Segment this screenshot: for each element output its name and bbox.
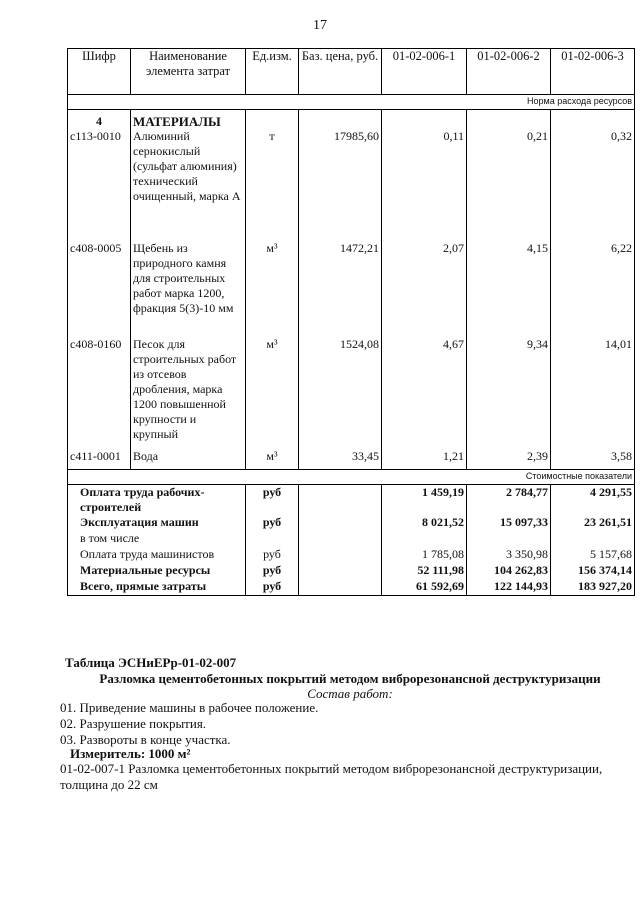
cost-v1: 1 785,08 bbox=[382, 547, 467, 563]
cell-code: с408-0005 bbox=[68, 241, 131, 337]
cost-v3: 4 291,55 bbox=[551, 485, 635, 516]
step-2: 02. Разрушение покрытия. bbox=[60, 716, 207, 731]
table-row bbox=[68, 485, 635, 516]
measure-unit: Измеритель: 1000 м² bbox=[70, 746, 191, 761]
step-1: 01. Приведение машины в рабочее положение. bbox=[60, 700, 319, 715]
cell-price: 1472,21 bbox=[299, 241, 382, 337]
cell-unit: м³ bbox=[246, 241, 299, 337]
resource-table bbox=[67, 48, 635, 596]
cell-code: с411-0001 bbox=[68, 449, 131, 470]
composition-title: Состав работ: bbox=[307, 686, 393, 701]
cost-v3: 156 374,14 bbox=[551, 563, 635, 579]
section-norms-label: Норма расхода ресурсов bbox=[68, 95, 635, 110]
cost-v1: 1 459,19 bbox=[382, 485, 467, 516]
item-description-line1: 01-02-007-1 Разломка цементобетонных покрытий методом виброрезонансной деструктуризации, bbox=[60, 761, 603, 776]
col-unit-header: Ед.изм. bbox=[246, 49, 299, 95]
cost-name: Всего, прямые затраты bbox=[68, 579, 246, 596]
step-3: 03. Развороты в конце участка. bbox=[60, 732, 231, 747]
cell-unit: м³ bbox=[246, 337, 299, 449]
table-row bbox=[68, 449, 635, 470]
cost-v3: 5 157,68 bbox=[551, 547, 635, 563]
cell-v2: 2,39 bbox=[467, 449, 551, 470]
table-subtitle: Разломка цементобетонных покрытий методом виброрезонансной деструктуризации bbox=[99, 671, 601, 686]
cost-unit: руб bbox=[246, 563, 299, 579]
cost-unit: руб bbox=[246, 485, 299, 516]
cell-v3: 3,58 bbox=[551, 449, 635, 470]
cost-v2: 104 262,83 bbox=[467, 563, 551, 579]
cost-v2: 122 144,93 bbox=[467, 579, 551, 596]
item-description-line2: толщина до 22 см bbox=[60, 777, 158, 792]
cell-price: 17985,60 bbox=[299, 129, 382, 241]
cell-price: 33,45 bbox=[299, 449, 382, 470]
cell-v1: 1,21 bbox=[382, 449, 467, 470]
cell-name: Песок для строительных работ из отсевов дробления, марка 1200 повышенной крупности и крупный bbox=[131, 337, 246, 449]
cell-v3: 6,22 bbox=[551, 241, 635, 337]
cell-v1: 0,11 bbox=[382, 129, 467, 241]
group-title: МАТЕРИАЛЫ bbox=[131, 110, 246, 130]
cell-code: с113-0010 bbox=[68, 129, 131, 241]
cell-name: Вода bbox=[131, 449, 246, 470]
cell-v3: 14,01 bbox=[551, 337, 635, 449]
col-code-header: Шифр bbox=[68, 49, 131, 95]
section-costs-row bbox=[68, 470, 635, 485]
table-row bbox=[68, 547, 635, 563]
cell-unit: т bbox=[246, 129, 299, 241]
page-number: 17 bbox=[313, 18, 327, 33]
cell-name: Алюминий сернокислый (сульфат алюминия) технический очищенный, марка А bbox=[131, 129, 246, 241]
cost-unit: руб bbox=[246, 515, 299, 531]
cost-name: Материальные ресурсы bbox=[68, 563, 246, 579]
table-row bbox=[68, 337, 635, 449]
table-row bbox=[68, 129, 635, 241]
table-row bbox=[68, 515, 635, 531]
cell-code: с408-0160 bbox=[68, 337, 131, 449]
col-name-header: Наименование элемента затрат bbox=[131, 49, 246, 95]
col-v1-header: 01-02-006-1 bbox=[382, 49, 467, 95]
cost-unit: руб bbox=[246, 579, 299, 596]
cost-name: Оплата труда машинистов bbox=[68, 547, 246, 563]
col-v2-header: 01-02-006-2 bbox=[467, 49, 551, 95]
cost-v1: 8 021,52 bbox=[382, 515, 467, 531]
cell-v1: 4,67 bbox=[382, 337, 467, 449]
cost-v2: 15 097,33 bbox=[467, 515, 551, 531]
cell-v3: 0,32 bbox=[551, 129, 635, 241]
cell-unit: м³ bbox=[246, 449, 299, 470]
table-title: Таблица ЭСНиЕРр-01-02-007 bbox=[65, 655, 237, 670]
cost-v2: 2 784,77 bbox=[467, 485, 551, 516]
cell-price: 1524,08 bbox=[299, 337, 382, 449]
section-norms-row bbox=[68, 95, 635, 110]
table-row bbox=[68, 241, 635, 337]
cost-name: Оплата труда рабочих-строителей bbox=[68, 485, 246, 516]
cost-unit: руб bbox=[246, 547, 299, 563]
cost-v1: 61 592,69 bbox=[382, 579, 467, 596]
cell-v2: 4,15 bbox=[467, 241, 551, 337]
materials-group-row bbox=[68, 110, 635, 130]
group-number: 4 bbox=[68, 110, 131, 130]
cost-v1: 52 111,98 bbox=[382, 563, 467, 579]
cost-v3: 183 927,20 bbox=[551, 579, 635, 596]
cell-v1: 2,07 bbox=[382, 241, 467, 337]
cell-name: Щебень из природного камня для строительных работ марка 1200, фракция 5(3)-10 мм bbox=[131, 241, 246, 337]
section-costs-label: Стоимостные показатели bbox=[68, 470, 635, 485]
col-v3-header: 01-02-006-3 bbox=[551, 49, 635, 95]
cost-name: Эксплуатация машин bbox=[68, 515, 246, 531]
table-row bbox=[68, 579, 635, 596]
cost-v3: 23 261,51 bbox=[551, 515, 635, 531]
table-row bbox=[68, 563, 635, 579]
table-header-row bbox=[68, 49, 635, 95]
cell-v2: 0,21 bbox=[467, 129, 551, 241]
col-price-header: Баз. цена, руб. bbox=[299, 49, 382, 95]
cell-v2: 9,34 bbox=[467, 337, 551, 449]
cost-name: в том числе bbox=[68, 531, 246, 547]
cost-v2: 3 350,98 bbox=[467, 547, 551, 563]
table-row bbox=[68, 531, 635, 547]
